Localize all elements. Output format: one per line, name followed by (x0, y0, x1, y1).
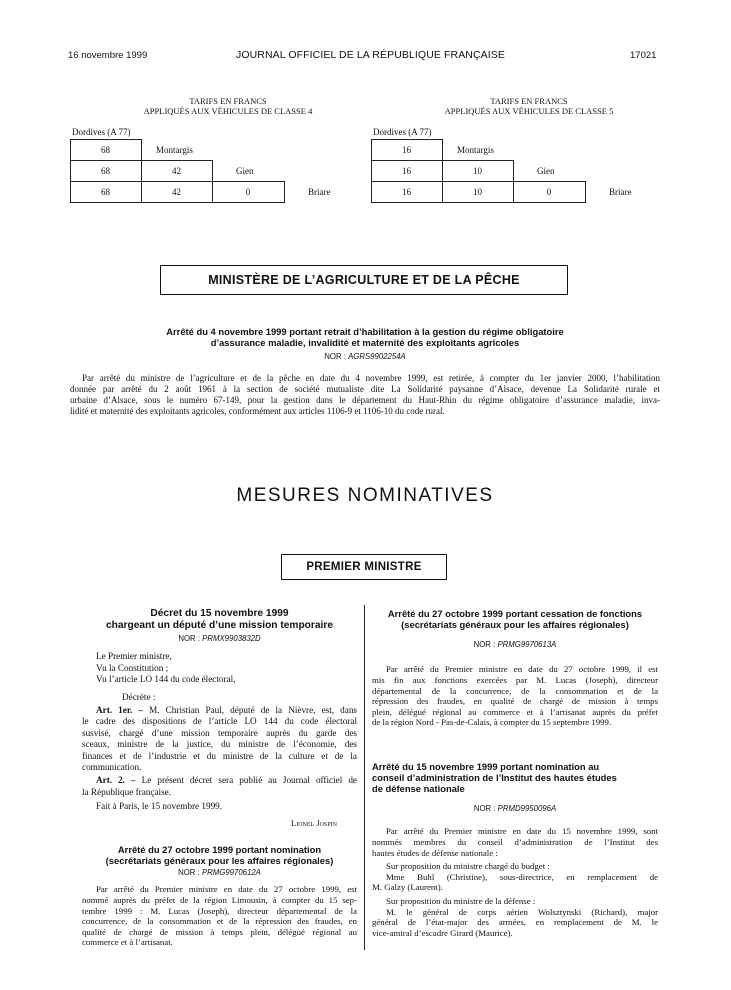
arrete-title-line3: de défense nationale (372, 783, 465, 794)
tariff-cell: 10 (473, 187, 482, 197)
tariff-cell: 68 (101, 166, 110, 176)
body-line: de la région Nord - Pas-de-Calais, à compter du 15 septembre 1999. (372, 717, 612, 728)
article-1-line: susvisé, chargé d’une mission temporaire auprès du garde des (82, 727, 357, 738)
arrete-title-line1: Arrêté du 27 octobre 1999 portant nomination (117, 844, 322, 855)
tariff-destination: Montargis (156, 145, 193, 155)
arrete-agri-title-line1: Arrêté du 4 novembre 1999 portant retrait d’habilitation à la gestion du régime obligatoire (166, 326, 564, 337)
column-divider (364, 605, 365, 950)
page-number: 17021 (630, 50, 657, 61)
tariff-destination: Briare (308, 187, 331, 197)
tariff-destination: Briare (609, 187, 632, 197)
arrete-agri-title-line2: d’assurance maladie, invalidité et maternité des exploitants agricoles (210, 337, 520, 348)
tariff-cell: 16 (402, 166, 411, 176)
preamble-line: Vu l’article LO 144 du code électoral, (96, 674, 236, 685)
body-line: urbaine d’Alsace, sous le numéro 67-149, pour la gestion dans le département du Haut-Rhin du régime obligatoire d’assurance maladie, inva- (70, 395, 660, 405)
tariff-table-class-5 (369, 96, 669, 202)
tariff-title-line1: TARIFS EN FRANCS (189, 96, 267, 106)
tariff-cell: 0 (245, 187, 251, 197)
body-line: Par arrêté du Premier ministre en date du 27 octobre 1999, est (96, 884, 357, 895)
decret-title-line1: Décret du 15 novembre 1999 (150, 608, 289, 619)
article-2-line: la République française. (82, 786, 172, 797)
arrete-title-line2: conseil d’administration de l’Institut des hautes études (372, 772, 617, 783)
premier-ministre-box (281, 554, 447, 580)
decret-block (82, 608, 357, 829)
premier-ministre-heading: PREMIER MINISTRE (306, 561, 422, 573)
defense-proposal: Sur proposition du ministre de la défense : (386, 895, 536, 906)
tariff-title-line2: APPLIQUÉS AUX VÉHICULES DE CLASSE 5 (444, 106, 614, 116)
fait-a-paris: Fait à Paris, le 15 novembre 1999. (96, 801, 223, 812)
arrete-title-line2: (secrétariats généraux pour les affaires régionales) (105, 855, 334, 866)
tariff-table-class-4 (68, 96, 368, 202)
arrete-title-line2: (secrétariats généraux pour les affaires régionales) (401, 619, 629, 630)
tariff-title-line1: TARIFS EN FRANCS (490, 96, 568, 106)
tariff-origin: Dordives (A 77) (373, 127, 432, 137)
section-title: MESURES NOMINATIVES (236, 485, 494, 506)
arrete-title-line1: Arrêté du 27 octobre 1999 portant cessation de fonctions (387, 608, 643, 619)
arrete-agri-nor: NOR : AGRS9902254A (324, 352, 406, 361)
body-line: général de l’état-major des armées, en remplacement de M. le (372, 917, 658, 928)
arrete-cessation-fonctions (372, 608, 658, 728)
tariff-title-line2: APPLIQUÉS AUX VÉHICULES DE CLASSE 4 (143, 106, 313, 116)
tariff-cell: 42 (172, 187, 181, 197)
body-line: plein, délégué régional au commerce et à l’artisanat auprès du préfet (372, 706, 658, 717)
tariff-destination: Gien (537, 166, 555, 176)
decret-nor: NOR : PRMX9903832D (178, 634, 261, 643)
ministry-heading-box (160, 265, 568, 295)
article-1-line: le cadre des dispositions de l’article LO 144 du code électoral (82, 716, 357, 727)
signature: Lionel Jospin (291, 817, 337, 828)
body-line: tembre 1999 : M. Lucas (Joseph), directeur départemental de la (82, 905, 357, 916)
article-1-line: finances et de l’industrie et du ministre de la culture et de la (82, 750, 357, 761)
arrete-nor: NOR : PRMG9970613A (473, 640, 557, 649)
arrete-nomination-ihedn (372, 761, 658, 938)
article-2-line: Art. 2. – Le présent décret sera publié au Journal officiel de (96, 775, 357, 786)
body-line: qualité de chargé de mission à temps plein, délégué régional au (82, 926, 357, 937)
body-line: mis fin aux fonctions exercées par M. Lucas (Joseph), directeur (372, 675, 658, 685)
arrete-title-line1: Arrêté du 15 novembre 1999 portant nomination au (372, 761, 600, 772)
tariff-destination: Gien (236, 166, 254, 176)
tariff-cell: 42 (172, 166, 181, 176)
decrete: Décrète : (122, 691, 156, 702)
body-line: donnée par arrêté du 2 août 1961 à la section de société mutualiste dite La Solidarité paysanne d’Alsace, devenue La Solidarité rurale et (70, 384, 660, 394)
page-date: 16 novembre 1999 (68, 50, 148, 61)
article-1-line: sceaux, ministre de la justice, du ministre de l’économie, des (82, 739, 357, 750)
body-line: M. Galzy (Laurent). (372, 882, 443, 893)
body-line: lidité et maternité des exploitants agricoles, conformément aux articles 1106-9 et 1106-10 du code rural. (70, 406, 445, 416)
arrete-agri-body (70, 373, 660, 417)
nor-code: PRMG9970612A (201, 868, 261, 877)
body-line: vice-amiral d’escadre Girard (Maurice). (372, 927, 513, 938)
nor-code: AGRS9902254A (348, 352, 406, 361)
article-1-label: Art. 1er. – (96, 705, 144, 716)
preamble-line: Vu la Constitution ; (96, 662, 169, 673)
journal-title: JOURNAL OFFICIEL DE LA RÉPUBLIQUE FRANÇAISE (236, 49, 505, 61)
decret-title-line2: chargeant un député d’une mission temporaire (106, 620, 333, 631)
arrete-nomination-limousin (82, 844, 357, 948)
tariff-cell: 16 (402, 145, 411, 155)
body-line: Par arrêté du Premier ministre en date du 15 novembre 1999, sont (386, 826, 658, 837)
nor-code: PRMX9903832D (202, 634, 261, 643)
ministry-heading: MINISTÈRE DE L’AGRICULTURE ET DE LA PÊCHE (208, 273, 520, 287)
preamble-line: Le Premier ministre, (96, 651, 172, 662)
body-line: Mme Buhl (Christine), sous-directrice, en remplacement de (386, 871, 658, 882)
budget-proposal: Sur proposition du ministre chargé du budget : (386, 861, 550, 872)
article-1-line: Art. 1er. – M. Christian Paul, député de la Nièvre, est, dans (96, 705, 357, 716)
article-2-label: Art. 2. – (96, 775, 136, 786)
body-line: Par arrêté du ministre de l’agriculture et de la pêche en date du 4 novembre 1999, est retirée, à compter du 1er janvier 2000, l’habilitation (82, 373, 660, 383)
body-line: hautes études de défense nationale : (372, 847, 498, 858)
nor-code: PRMG9970613A (497, 640, 557, 649)
body-line: répression des fraudes, en qualité de chargé de mission à temps (372, 696, 658, 707)
tariff-cell: 10 (473, 166, 482, 176)
tariff-origin: Dordives (A 77) (72, 127, 131, 137)
body-line: M. le général de corps aérien Wolsztynski (Richard), major (386, 906, 658, 917)
tariff-cell: 0 (546, 187, 552, 197)
arrete-nor: NOR : PRMG9970612A (178, 868, 261, 877)
article-1-line: communication. (82, 762, 142, 773)
tariff-destination: Montargis (457, 145, 494, 155)
arrete-nor: NOR : PRMD9950096A (473, 804, 557, 813)
tariff-cell: 68 (101, 145, 110, 155)
body-line: commerce et à l’artisanat. (82, 937, 173, 948)
body-line: concurrence, de la consommation et de la répression des fraudes, en (82, 916, 357, 927)
tariff-cell: 68 (101, 187, 110, 197)
arrete-agri-title (70, 326, 660, 348)
body-line: nommés membres du conseil d’administration de l’Institut des (372, 837, 658, 847)
body-line: Par arrêté du Premier ministre en date du 27 octobre 1999, il est (386, 664, 658, 675)
body-line: départemental de la concurrence, de la consommation et de la (372, 685, 658, 696)
nor-code: PRMD9950096A (497, 804, 557, 813)
tariff-cell: 16 (402, 187, 411, 197)
body-line: nommé auprès du préfet de la région Limousin, à compter du 15 sep- (82, 895, 357, 905)
